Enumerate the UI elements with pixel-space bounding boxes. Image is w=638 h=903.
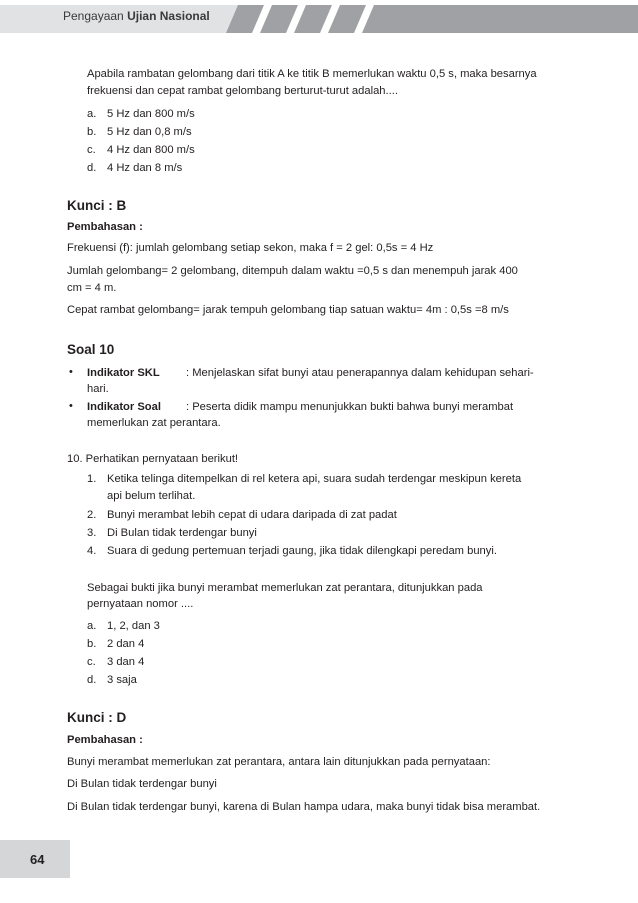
q9-answer-key: Kunci : B — [67, 198, 127, 213]
statement-2-num: 2. — [87, 509, 97, 521]
q9-discussion-label: Pembahasan : — [67, 221, 143, 233]
q10-discussion-line3: Di Bulan tidak terdengar bunyi, karena di Bulan hampa udara, maka bunyi tidak bisa merambat. — [67, 801, 541, 813]
q10-option-c — [87, 654, 144, 671]
header-title-bold: Ujian Nasional — [127, 9, 210, 23]
q9-option-c — [87, 142, 195, 159]
option-text: 5 Hz dan 0,8 m/s — [107, 126, 192, 138]
option-letter: c. — [87, 656, 96, 668]
statement-4-num: 4. — [87, 545, 97, 557]
q10-discussion-label: Pembahasan : — [67, 734, 143, 746]
q10-prompt-line1: Sebagai bukti jika bunyi merambat memerlukan zat perantara, ditunjukkan pada — [87, 582, 483, 594]
option-text: 4 Hz dan 8 m/s — [107, 162, 183, 174]
skl-text-line2: hari. — [87, 383, 109, 395]
q9-discussion-line3: cm = 4 m. — [67, 282, 117, 294]
stripe-1 — [226, 5, 264, 33]
option-text: 1, 2, dan 3 — [107, 620, 160, 632]
q9-option-a — [87, 106, 195, 123]
q10-option-b — [87, 636, 144, 653]
q10-option-d — [87, 672, 137, 689]
q9-stem-line2: frekuensi dan cepat rambat gelombang berturut-turut adalah.... — [87, 85, 398, 97]
q10-prompt-line2: pernyataan nomor .... — [87, 598, 194, 610]
skl-label: Indikator SKL — [87, 367, 160, 379]
statement-2-line1: Bunyi merambat lebih cepat di udara daripada di zat padat — [107, 509, 397, 521]
header-stripes-decoration — [0, 0, 638, 36]
q10-option-a — [87, 618, 160, 635]
header-title-prefix: Pengayaan — [63, 9, 124, 23]
skl-text-line1: : Menjelaskan sifat bunyi atau penerapannya dalam kehidupan sehari- — [186, 367, 534, 379]
q9-option-d — [87, 160, 182, 177]
header-right-bar — [362, 5, 638, 33]
option-letter: b. — [87, 638, 97, 650]
statement-3-line1: Di Bulan tidak terdengar bunyi — [107, 527, 257, 539]
option-letter: c. — [87, 144, 96, 156]
soal-label: Indikator Soal — [87, 401, 161, 413]
q9-stem-line1: Apabila rambatan gelombang dari titik A ke titik B memerlukan waktu 0,5 s, maka besarnya — [87, 68, 537, 80]
option-letter: a. — [87, 108, 97, 120]
option-text: 3 saja — [107, 674, 137, 686]
bullet-icon: • — [69, 400, 73, 412]
stripe-3 — [294, 5, 332, 33]
option-letter: b. — [87, 126, 97, 138]
statement-4-line1: Suara di gedung pertemuan terjadi gaung, jika tidak dilengkapi peredam bunyi. — [107, 545, 497, 557]
page-number: 64 — [30, 852, 45, 867]
option-text: 4 Hz dan 800 m/s — [107, 144, 195, 156]
soal-text-line1: : Peserta didik mampu menunjukkan bukti bahwa bunyi merambat — [186, 401, 514, 413]
option-text: 2 dan 4 — [107, 638, 145, 650]
statement-3-num: 3. — [87, 527, 97, 539]
q9-discussion-line1: Frekuensi (f): jumlah gelombang setiap sekon, maka f = 2 gel: 0,5s = 4 Hz — [67, 242, 434, 254]
bullet-icon: • — [69, 366, 73, 378]
statement-1-num: 1. — [87, 473, 97, 485]
soal-text-line2: memerlukan zat perantara. — [87, 417, 221, 429]
q9-discussion-line2: Jumlah gelombang= 2 gelombang, ditempuh dalam waktu =0,5 s dan menempuh jarak 400 — [67, 265, 518, 277]
stripe-4 — [328, 5, 366, 33]
option-letter: a. — [87, 620, 97, 632]
q9-discussion-line4: Cepat rambat gelombang= jarak tempuh gelombang tiap satuan waktu= 4m : 0,5s =8 m/s — [67, 304, 509, 316]
q10-answer-key: Kunci : D — [67, 710, 127, 725]
q10-discussion-line2: Di Bulan tidak terdengar bunyi — [67, 778, 217, 790]
q10-question: 10. Perhatikan pernyataan berikut! — [67, 453, 239, 465]
stripe-2 — [260, 5, 298, 33]
statement-1-line1: Ketika telinga ditempelkan di rel ketera api, suara sudah terdengar meskipun kereta — [107, 473, 522, 485]
q10-discussion-line1: Bunyi merambat memerlukan zat perantara, antara lain ditunjukkan pada pernyataan: — [67, 756, 491, 768]
option-text: 3 dan 4 — [107, 656, 145, 668]
q10-heading: Soal 10 — [67, 342, 115, 357]
page-header — [0, 0, 638, 36]
option-letter: d. — [87, 674, 97, 686]
statement-1-line2: api belum terlihat. — [107, 490, 196, 502]
option-letter: d. — [87, 162, 97, 174]
option-text: 5 Hz dan 800 m/s — [107, 108, 195, 120]
q9-option-b — [87, 124, 192, 141]
